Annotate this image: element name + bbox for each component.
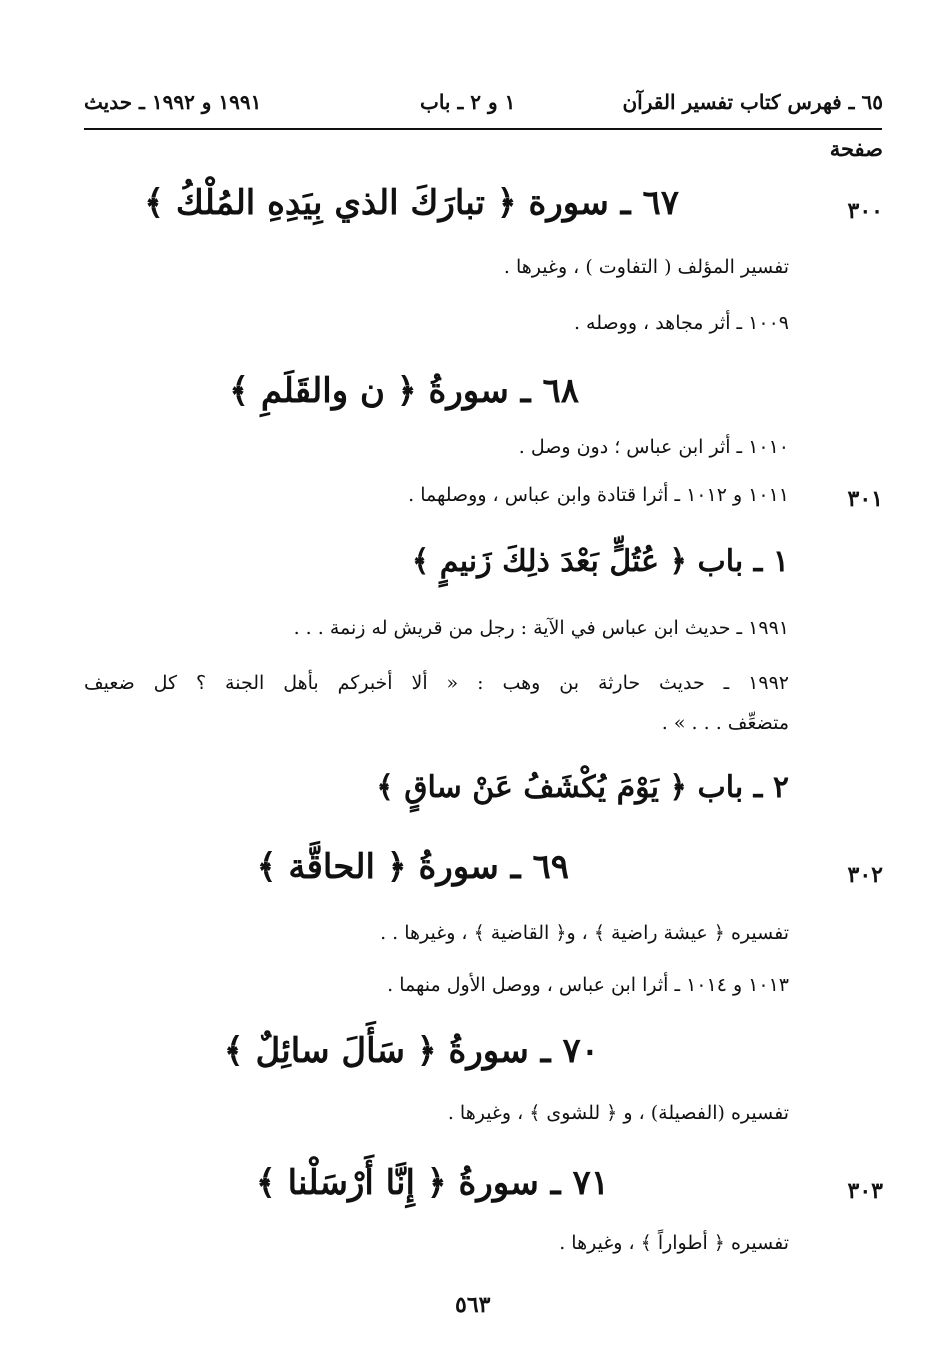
bab-1-hadith-1992-line-b: متضعِّف . . . » . xyxy=(661,712,789,734)
surah-71-heading: ٧١ ـ سورةُ ﴿ إِنَّا أَرْسَلْنا ﴾ xyxy=(255,1163,609,1203)
surah-69-line-1: تفسيره ﴿ عيشة راضية ﴾ ، و﴿ القاضية ﴾ ، وغيرها . . xyxy=(380,922,789,944)
surah-67-line-1: تفسير المؤلف ( التفاوت ) ، وغيرها . xyxy=(503,256,789,278)
surah-67-heading: ٦٧ ـ سورة ﴿ تبارَكَ الذي بِيَدِهِ المُلْكُ ﴾ xyxy=(144,183,679,223)
surah-68-heading: ٦٨ ـ سورةُ ﴿ ن والقَلَمِ ﴾ xyxy=(229,371,579,411)
surah-69-line-2: ١٠١٣ و ١٠١٤ ـ أثرا ابن عباس ، ووصل الأول منهما . xyxy=(387,974,789,996)
page-number: ٥٦٣ xyxy=(455,1292,491,1318)
running-header-center: ١ و ٢ ـ باب xyxy=(420,90,516,114)
page-ref-301: ٣٠١ xyxy=(847,486,883,512)
bab-1-hadith-1992-line-a: ١٩٩٢ ـ حديث حارثة بن وهب : « ألا أخبركم بأهل الجنة ؟ كل ضعيف xyxy=(84,672,789,694)
page-ref-300: ٣٠٠ xyxy=(847,198,883,224)
surah-71-line-1: تفسيره ﴿ أطواراً ﴾ ، وغيرها . xyxy=(559,1232,789,1254)
surah-69-heading: ٦٩ ـ سورةُ ﴿ الحاقَّة ﴾ xyxy=(256,847,569,887)
page-column-label: صفحة xyxy=(829,136,883,161)
surah-67-line-2: ١٠٠٩ ـ أثر مجاهد ، ووصله . xyxy=(573,312,789,334)
bab-1-hadith-1991: ١٩٩١ ـ حديث ابن عباس في الآية : رجل من قريش له زنمة . . . xyxy=(293,617,789,639)
running-header-right: ٦٥ ـ فهرس كتاب تفسير القرآن xyxy=(622,90,883,114)
running-header-left: ١٩٩١ و ١٩٩٢ ـ حديث xyxy=(84,90,262,114)
page-ref-303: ٣٠٣ xyxy=(847,1178,883,1204)
header-rule xyxy=(84,128,882,130)
surah-70-line-1: تفسيره (الفصيلة) ، و ﴿ للشوى ﴾ ، وغيرها . xyxy=(447,1102,789,1124)
bab-2-heading: ٢ ـ باب ﴿ يَوْمَ يُكْشَفُ عَنْ ساقٍ ﴾ xyxy=(376,770,789,805)
surah-70-heading: ٧٠ ـ سورةُ ﴿ سَأَلَ سائِلٌ ﴾ xyxy=(223,1031,599,1071)
bab-1-heading: ١ ـ باب ﴿ عُتُلٍّ بَعْدَ ذلِكَ زَنيمٍ ﴾ xyxy=(411,544,789,579)
surah-68-line-2: ١٠١١ و ١٠١٢ ـ أثرا قتادة وابن عباس ، ووصلهما . xyxy=(408,484,789,506)
page-ref-302: ٣٠٢ xyxy=(847,862,883,888)
surah-68-line-1: ١٠١٠ ـ أثر ابن عباس ؛ دون وصل . xyxy=(518,436,789,458)
